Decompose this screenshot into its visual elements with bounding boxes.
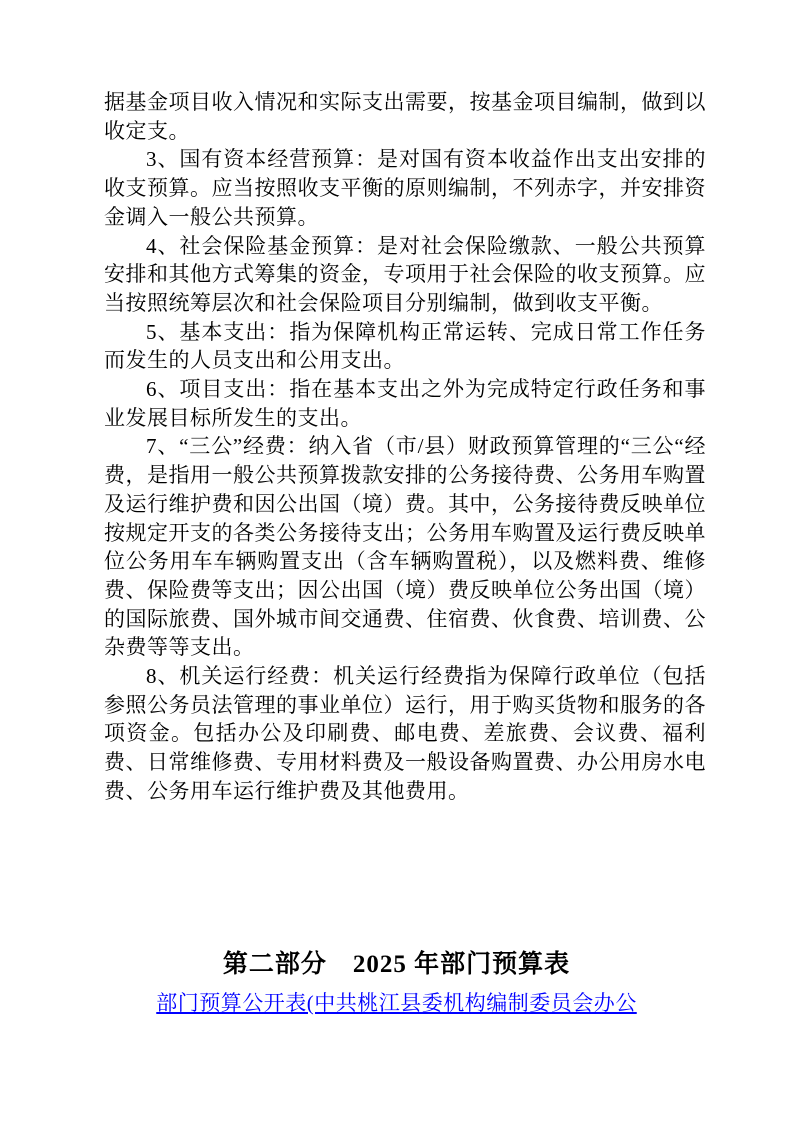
- budget-public-table-link[interactable]: 部门预算公开表(中共桃江县委机构编制委员会办公: [156, 991, 637, 1015]
- section-heading-part-two-2025-budget-tables: 第二部分 2025 年部门预算表: [222, 951, 571, 978]
- paragraph-item-8-agency-operating-funds: 8、机关运行经费：机关运行经费指为保障行政单位（包括参照公务员法管理的事业单位）运行，用于购买货物和服务的各项资金。包括办公及印刷费、邮电费、差旅费、会议费、福利费、日常维修费、专用材料费及一般设备购置费、办公用房水电费、公务用车运行维护费及其他费用。: [104, 664, 706, 803]
- paragraph-item-4-social-insurance-fund-budget: 4、社会保险基金预算：是对社会保险缴款、一般公共预算安排和其他方式筹集的资金，专项用于社会保险的收支预算。应当按照统筹层次和社会保险项目分别编制，做到收支平衡。: [104, 233, 706, 315]
- paragraph-item-7-three-public-funds: 7、“三公”经费：纳入省（市/县）财政预算管理的“三公“经费，是指用一般公共预算拨款安排的公务接待费、公务用车购置及运行维护费和因公出国（境）费。其中，公务接待费反映单位按规定开支的各类公务接待支出；公务用车购置及运行费反映单位公务用车车辆购置支出（含车辆购置税），以及燃料费、维修费、保险费等支出；因公出国（境）费反映单位公务出国（境）的国际旅费、国外城市间交通费、住宿费、伙食费、培训费、公杂费等等支出。: [104, 434, 706, 660]
- paragraph-item-5-basic-expenditure: 5、基本支出：指为保障机构正常运转、完成日常工作任务而发生的人员支出和公用支出。: [104, 319, 706, 373]
- paragraph-item-6-project-expenditure: 6、项目支出：指在基本支出之外为完成特定行政任务和事业发展目标所发生的支出。: [104, 377, 706, 430]
- document-body: [104, 88, 706, 806]
- paragraph-continuation: 据基金项目收入情况和实际支出需要，按基金项目编制，做到以收定支。: [104, 90, 706, 143]
- budget-table-link-line: [0, 988, 793, 1018]
- paragraph-item-3-state-capital-budget: 3、国有资本经营预算：是对国有资本收益作出支出安排的收支预算。应当按照收支平衡的原则编制，不列赤字，并安排资金调入一般公共预算。: [104, 147, 706, 229]
